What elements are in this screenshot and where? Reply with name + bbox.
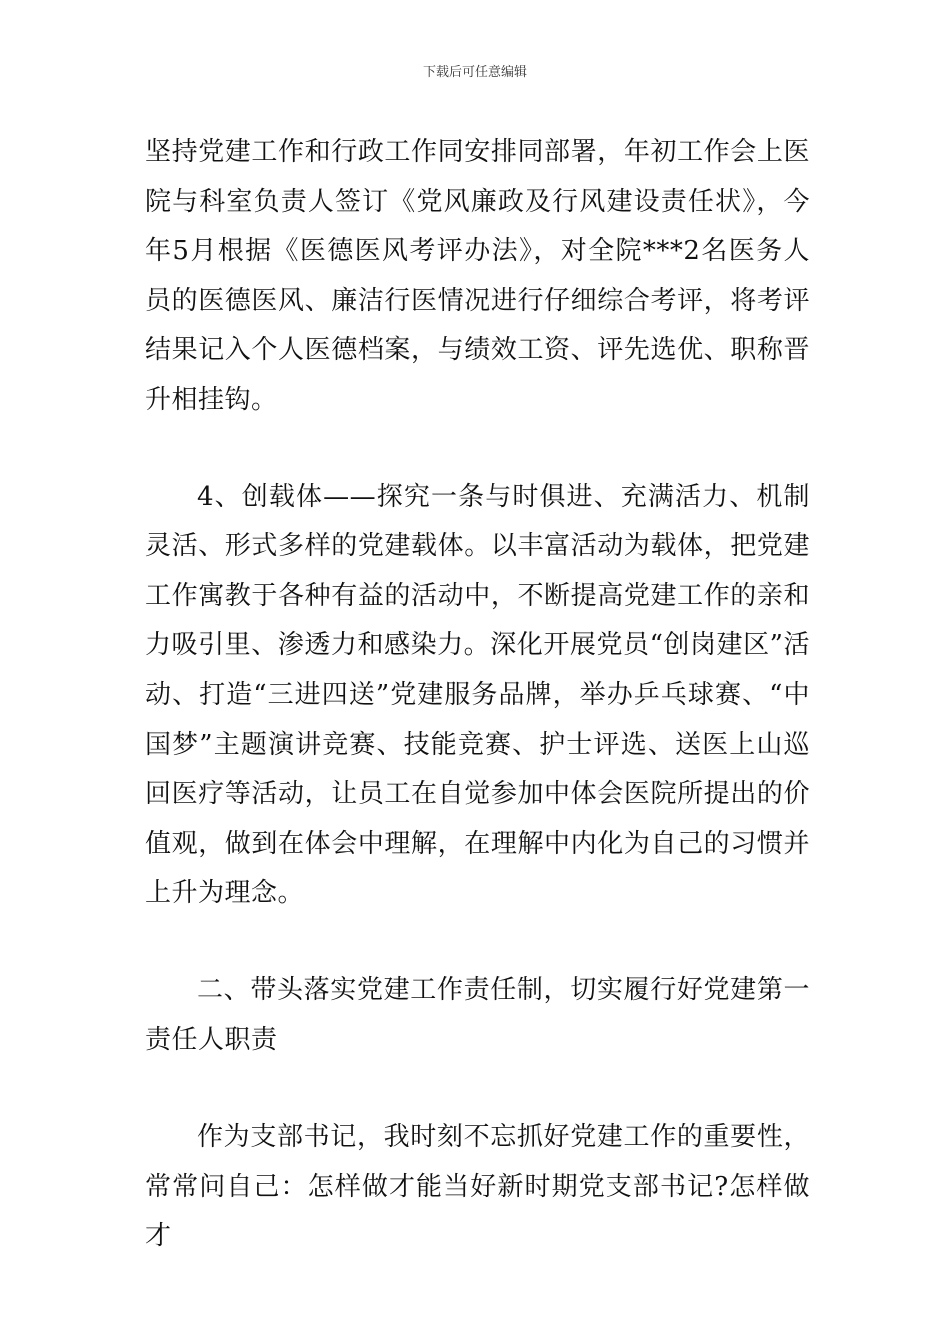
paragraph-party-building-deployment: 坚持党建工作和行政工作同安排同部署，年初工作会上医院与科室负责人签订《党风廉政及行风建设责任状》，今年5月根据《医德医风考评办法》，对全院***2名医务人员的医德医风、廉洁行医情况进行仔细综合考评，将考评结果记入个人医德档案，与绩效工资、评先选优、职称晋升相挂钩。 (145, 137, 810, 415)
section-heading-responsibility: 二、带头落实党建工作责任制，切实履行好党建第一责任人职责 (145, 974, 810, 1055)
paragraph-branch-secretary: 作为支部书记，我时刻不忘抓好党建工作的重要性，常常问自己：怎样做才能当好新时期党支部书记?怎样做才 (145, 1122, 810, 1252)
paragraph-create-carrier: 4、创载体——探究一条与时俱进、充满活力、机制灵活、形式多样的党建载体。以丰富活动为载体，把党建工作寓教于各种有益的活动中，不断提高党建工作的亲和力吸引里、渗透力和感染力。深化开展党员“创岗建区”活动、打造“三进四送”党建服务品牌，举办乒乓球赛、“中国梦”主题演讲竞赛、技能竞赛、护士评选、送医上山巡回医疗等活动，让员工在自觉参加中体会医院所提出的价值观，做到在体会中理解，在理解中内化为自己的习惯并上升为理念。 (145, 481, 810, 909)
page-header-note: 下载后可任意编辑 (422, 65, 527, 80)
document-body (145, 128, 810, 1262)
